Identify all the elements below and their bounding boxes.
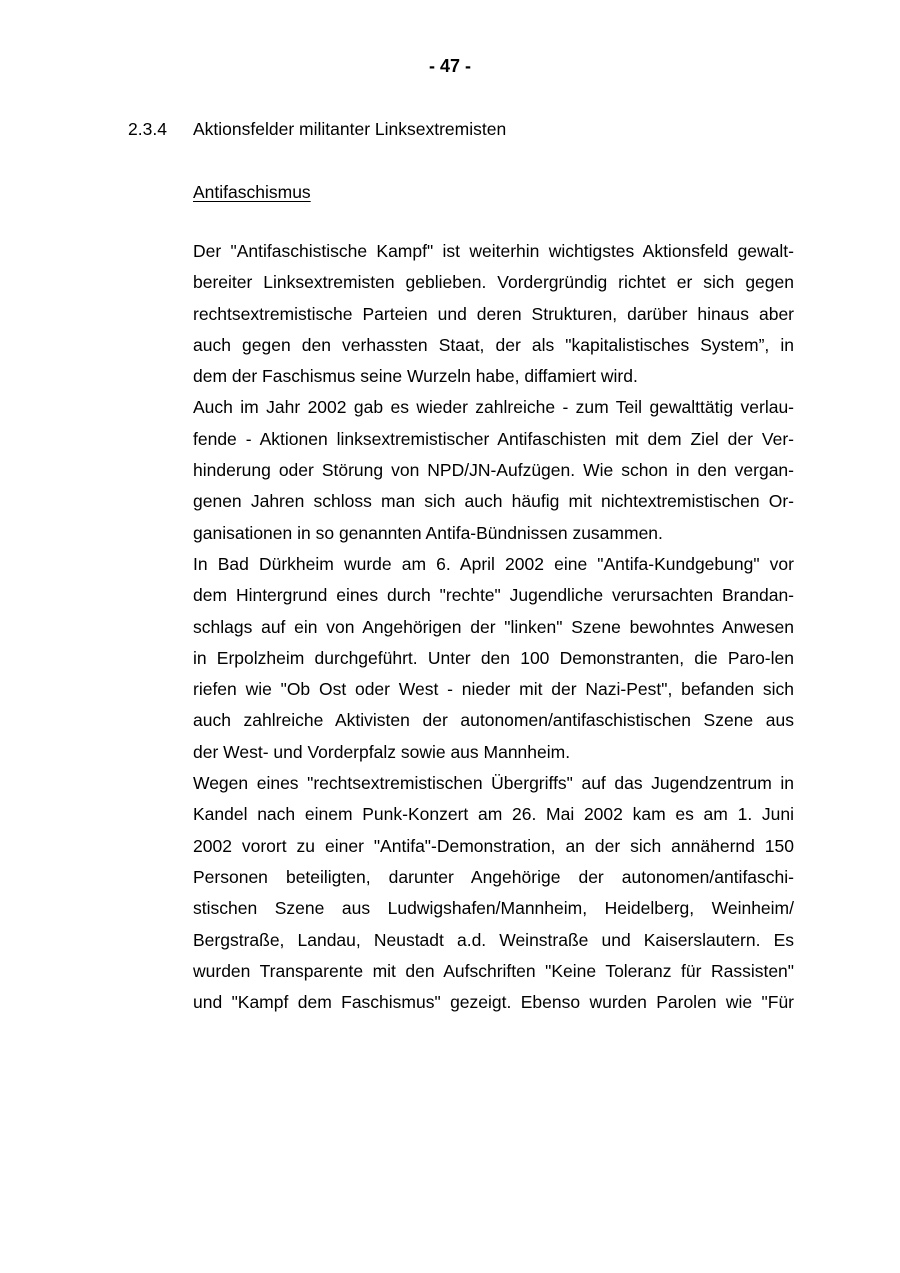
- page-number: - 47 -: [428, 56, 471, 76]
- text-line: und "Kampf dem Faschismus" gezeigt. Ebenso wurden Parolen wie "Für: [193, 992, 794, 1013]
- text-line: hinderung oder Störung von NPD/JN-Aufzügen. Wie schon in den vergan-: [193, 460, 794, 481]
- text-line: schlags auf ein von Angehörigen der "linken" Szene bewohntes Anwesen: [193, 616, 794, 637]
- text-line: Bergstraße, Landau, Neustadt a.d. Weinstraße und Kaiserslautern. Es: [193, 929, 794, 950]
- text-line: Personen beteiligten, darunter Angehörige der autonomen/antifaschi-: [193, 866, 794, 887]
- text-line: stischen Szene aus Ludwigshafen/Mannheim, Heidelberg, Weinheim/: [193, 898, 794, 919]
- text-line: bereiter Linksextremisten geblieben. Vordergründig richtet er sich gegen: [193, 272, 794, 293]
- section-number: 2.3.4: [128, 119, 167, 139]
- text-line: Kandel nach einem Punk-Konzert am 26. Mai 2002 kam es am 1. Juni: [193, 804, 794, 825]
- section-title: Aktionsfelder militanter Linksextremisten: [193, 119, 507, 139]
- text-line: auch gegen den verhassten Staat, der als "kapitalistisches System”, in: [193, 334, 794, 355]
- text-line: dem der Faschismus seine Wurzeln habe, diffamiert wird.: [193, 366, 638, 387]
- text-line: ganisationen in so genannten Antifa-Bündnissen zusammen.: [193, 522, 663, 543]
- text-line: riefen wie "Ob Ost oder West - nieder mit der Nazi-Pest", befanden sich: [193, 679, 794, 700]
- text-line: fende - Aktionen linksextremistischer Antifaschisten mit dem Ziel der Ver-: [193, 428, 794, 449]
- body-text: [193, 236, 794, 1018]
- text-line: rechtsextremistische Parteien und deren Strukturen, darüber hinaus aber: [193, 303, 794, 324]
- text-line: dem Hintergrund eines durch "rechte" Jugendliche verursachten Brandan-: [193, 585, 794, 606]
- text-line: auch zahlreiche Aktivisten der autonomen/antifaschistischen Szene aus: [193, 710, 794, 731]
- text-line: der West- und Vorderpfalz sowie aus Mannheim.: [193, 741, 571, 762]
- text-line: Wegen eines "rechtsextremistischen Übergriffs" auf das Jugendzentrum in: [193, 773, 794, 794]
- subheading: Antifaschismus: [193, 182, 311, 202]
- text-line: Der "Antifaschistische Kampf" ist weiterhin wichtigstes Aktionsfeld gewalt-: [193, 241, 794, 261]
- text-line: Auch im Jahr 2002 gab es wieder zahlreiche - zum Teil gewalttätig verlau-: [193, 397, 794, 418]
- text-line: genen Jahren schloss man sich auch häufig mit nichtextremistischen Or-: [193, 491, 794, 512]
- text-line: 2002 vorort zu einer "Antifa"-Demonstration, an der sich annähernd 150: [193, 835, 794, 856]
- text-line: wurden Transparente mit den Aufschriften "Keine Toleranz für Rassisten": [193, 960, 794, 981]
- text-line: in Erpolzheim durchgeführt. Unter den 100 Demonstranten, die Paro-len: [193, 647, 794, 668]
- section-heading: [128, 118, 506, 140]
- text-line: In Bad Dürkheim wurde am 6. April 2002 eine "Antifa-Kundgebung" vor: [193, 553, 794, 574]
